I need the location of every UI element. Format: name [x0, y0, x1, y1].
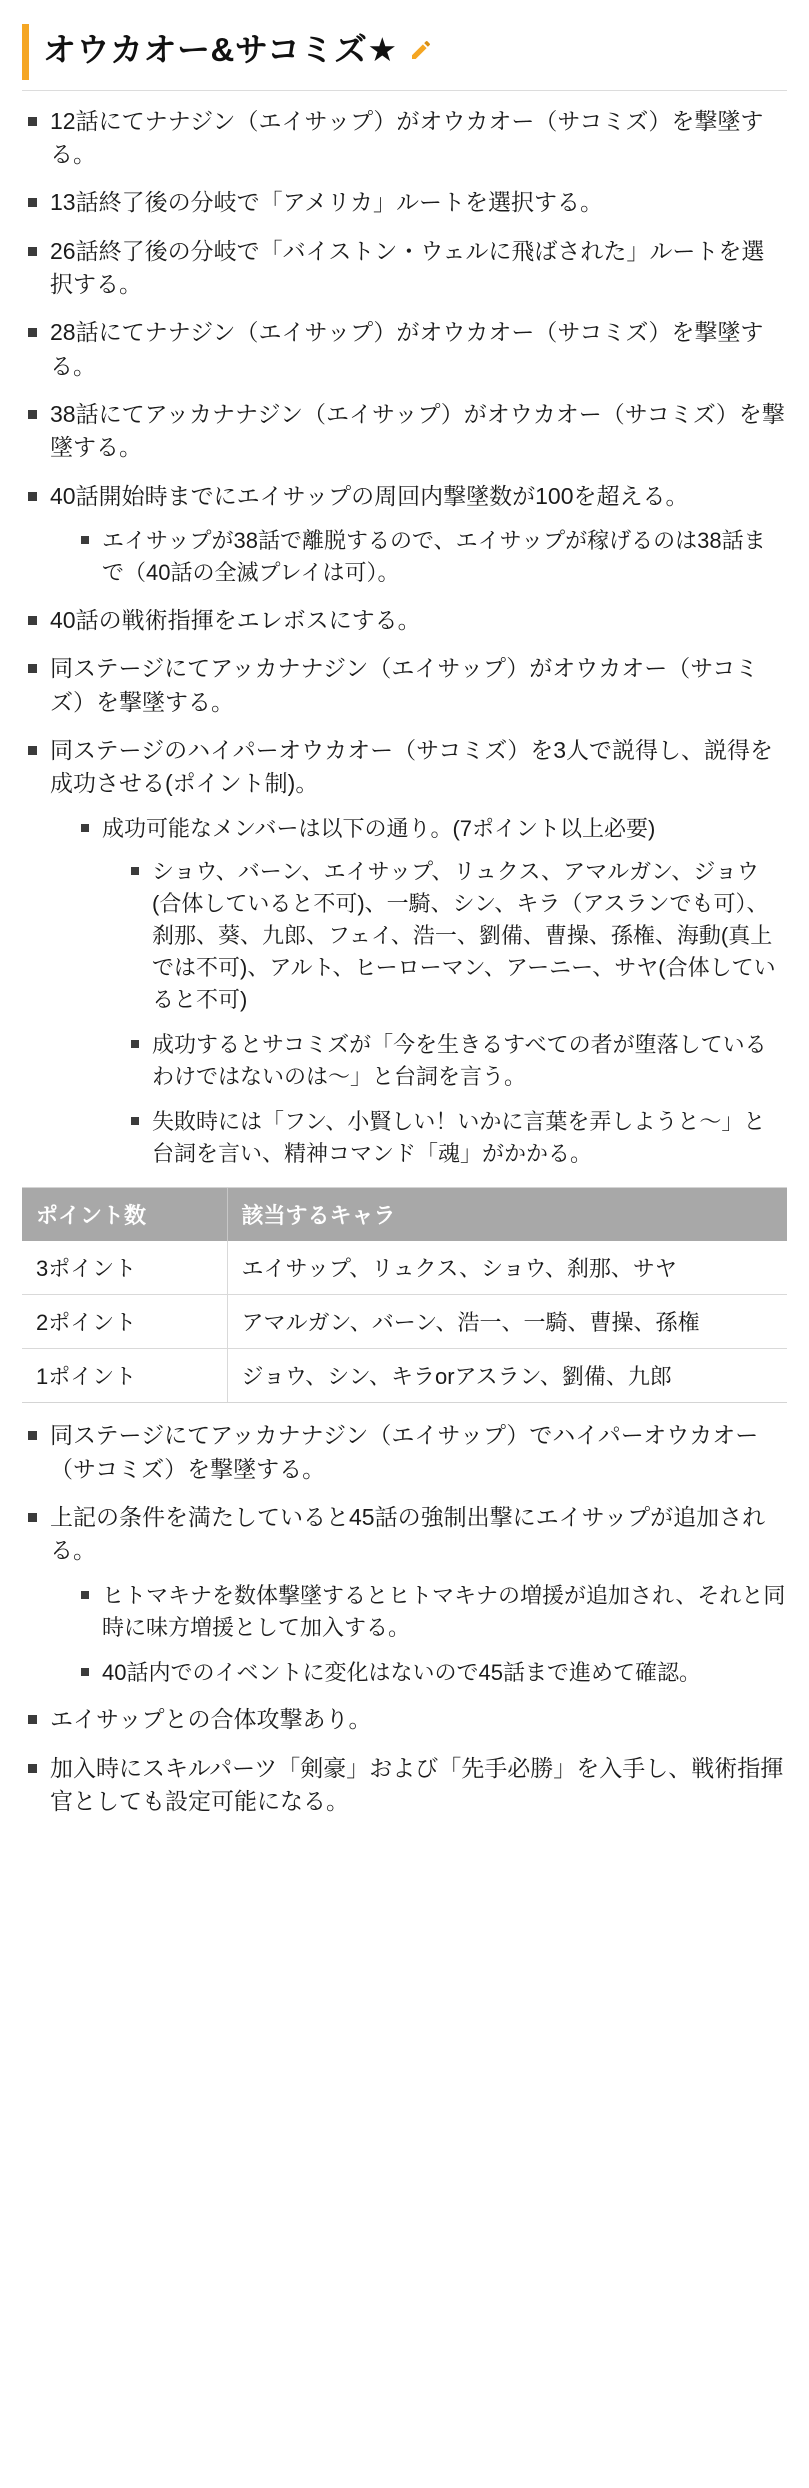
pencil-edit-icon[interactable] [408, 37, 434, 63]
cell-characters: ジョウ、シン、キラorアスラン、劉備、九郎 [227, 1349, 787, 1403]
point-table-scroll[interactable] [22, 1187, 787, 1403]
list-item [22, 1703, 787, 1736]
list-item-text: エイサップとの合体攻撃あり。 [50, 1706, 372, 1733]
list-item [22, 734, 787, 1170]
page-title: オウカオー&サコミズ★ [43, 31, 398, 68]
list-item [22, 604, 787, 637]
list-item [22, 480, 787, 589]
list-item-text: 同ステージのハイパーオウカオー（サコミズ）を3人で説得し、説得を成功させる(ポイント制)。 [50, 736, 774, 797]
list-item-text: 同ステージにてアッカナナジン（エイサップ）がオウカオー（サコミズ）を撃墜する。 [50, 655, 759, 715]
sub-list [50, 813, 787, 1170]
column-header-points: ポイント数 [22, 1188, 227, 1241]
list-item-text: 26話終了後の分岐で「バイストン・ウェルに飛ばされた」ルートを選択する。 [50, 237, 765, 297]
list-item-text: 13話終了後の分岐で「アメリカ」ルートを選択する。 [50, 189, 603, 216]
list-item [22, 316, 787, 383]
sub-list [50, 1580, 787, 1689]
list-item-text: 40話開始時までにエイサップの周回内撃墜数が100を超える。 [50, 482, 689, 509]
list-item [22, 186, 787, 219]
title-divider [22, 90, 787, 91]
column-header-characters: 該当するキャラ [227, 1188, 787, 1241]
point-table [22, 1188, 787, 1402]
list-item-text: 成功するとサコミズが「今を生きるすべての者が堕落しているわけではないのは〜」と台詞を言う。 [152, 1031, 767, 1089]
list-item [76, 525, 787, 589]
list-item-text: 成功可能なメンバーは以下の通り。(7ポイント以上必要) [102, 815, 656, 841]
list-item-text: ヒトマキナを数体撃墜するとヒトマキナの増援が追加され、それと同時に味方増援として加入する。 [102, 1582, 786, 1640]
list-item [22, 652, 787, 719]
list-item-text: 同ステージにてアッカナナジン（エイサップ）でハイパーオウカオー（サコミズ）を撃墜する。 [50, 1422, 759, 1482]
list-item [126, 856, 787, 1015]
list-item-text: 上記の条件を満たしていると45話の強制出撃にエイサップが追加される。 [50, 1504, 766, 1564]
list-item-text: 加入時にスキルパーツ「剣豪」および「先手必勝」を入手し、戦術指揮官としても設定可能になる。 [50, 1754, 784, 1815]
list-item-text: 失敗時には「フン、小賢しい！いかに言葉を弄しようと〜」と台詞を言い、精神コマンド「魂」がかかる。 [152, 1108, 766, 1166]
list-item [76, 1580, 787, 1644]
list-item [126, 1029, 787, 1093]
cell-characters: アマルガン、バーン、浩一、一騎、曹操、孫権 [227, 1295, 787, 1349]
list-item [76, 813, 787, 1170]
list-item-text: 12話にてナナジン（エイサップ）がオウカオー（サコミズ）を撃墜する。 [50, 107, 764, 167]
list-item [76, 1657, 787, 1689]
list-item-text: 38話にてアッカナナジン（エイサップ）がオウカオー（サコミズ）を撃墜する。 [50, 401, 785, 461]
list-item [22, 1752, 787, 1819]
list-item [22, 235, 787, 302]
list-item-text: 28話にてナナジン（エイサップ）がオウカオー（サコミズ）を撃墜する。 [50, 319, 764, 379]
sub-sub-list [102, 856, 787, 1169]
cell-characters: エイサップ、リュクス、ショウ、刹那、サヤ [227, 1241, 787, 1295]
list-item [22, 1419, 787, 1486]
list-item [126, 1106, 787, 1170]
requirements-list [22, 105, 787, 1170]
sub-list [50, 525, 787, 589]
table-row [22, 1295, 787, 1349]
cell-points: 3ポイント [22, 1241, 227, 1295]
requirements-list-continued [22, 1419, 787, 1818]
cell-points: 2ポイント [22, 1295, 227, 1349]
table-row [22, 1241, 787, 1295]
cell-points: 1ポイント [22, 1349, 227, 1403]
table-row [22, 1349, 787, 1403]
list-item-text: エイサップが38話で離脱するので、エイサップが稼げるのは38話まで（40話の全滅プレイは可）。 [102, 528, 766, 585]
list-item [22, 1501, 787, 1688]
list-item [22, 398, 787, 465]
list-item-text: 40話の戦術指揮をエレボスにする。 [50, 606, 421, 633]
page-title-bar [22, 24, 787, 80]
table-header-row [22, 1188, 787, 1241]
list-item-text: 40話内でのイベントに変化はないので45話まで進めて確認。 [102, 1659, 701, 1685]
list-item [22, 105, 787, 172]
list-item-text: ショウ、バーン、エイサップ、リュクス、アマルガン、ジョウ(合体していると不可)、一騎、シン、キラ（アスランでも可）、刹那、葵、九郎、フェイ、浩一、劉備、曹操、孫権、海動(真上では不可)、アルト、ヒーローマン、アーニー、サヤ(合体していると不可) [152, 859, 776, 1012]
